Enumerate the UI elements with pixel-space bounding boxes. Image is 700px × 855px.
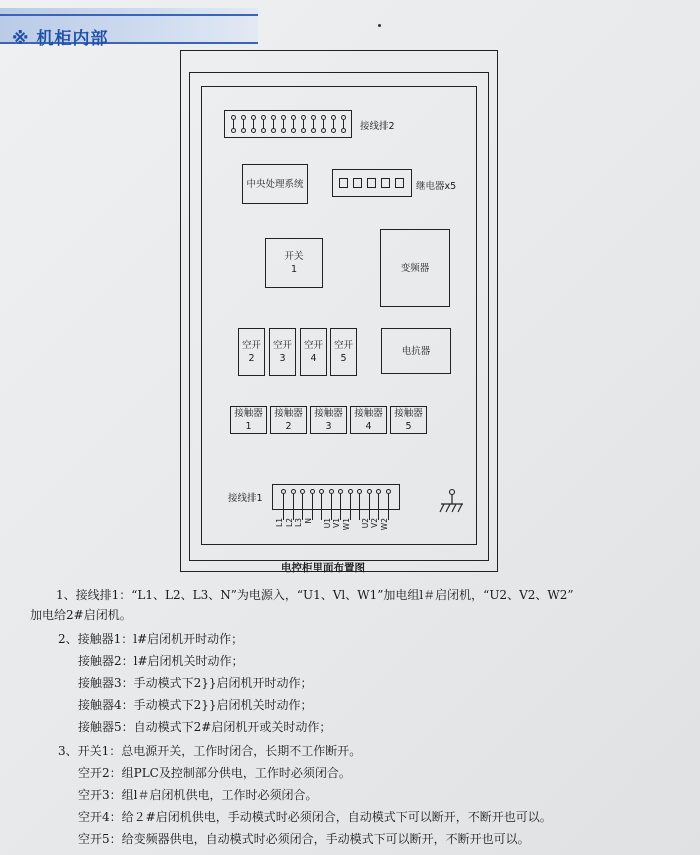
contactor-1 [230,406,267,434]
terminal-label: L3 [294,518,303,527]
contactor-number: 1 [245,421,252,432]
contactor-4 [350,406,387,434]
terminal-label: V1 [332,518,341,528]
note-line: 空开2：组PLC及控制部分供电，工作时必须闭合。 [78,766,351,780]
terminal-screw [341,128,346,133]
terminal-stem [303,120,304,128]
breaker-4 [300,328,327,376]
terminal-label: N [303,518,313,524]
terminal-stem [263,120,264,128]
terminal-stem [340,494,341,520]
terminal-screw [241,128,246,133]
terminal-label: W2 [379,518,389,531]
note-line: 空开5：给变频器供电，自动模式时必须闭合，手动模式下可以断开，不断开也可以。 [78,832,530,846]
terminal-stem [343,120,344,128]
terminal-screw [291,128,296,133]
contactor-number: 4 [365,421,372,432]
breaker-3 [269,328,296,376]
section-title: ※ 机柜内部 [12,29,109,49]
contactor-2 [270,406,307,434]
relay-square [339,178,348,188]
contactor-number: 5 [405,421,412,432]
terminal-stem [369,494,370,520]
terminal-stem [253,120,254,128]
terminal-stem [388,494,389,520]
terminal-block-1 [272,484,400,510]
terminal-stem [293,494,294,520]
contactor-5 [390,406,427,434]
relay-square [353,178,362,188]
contactor-3 [310,406,347,434]
inverter [380,229,450,307]
relay-square [367,178,376,188]
note-line: 加电给2#启闭机。 [30,608,132,622]
terminal-stem [350,494,351,520]
contactor-name: 接触器 [314,408,343,419]
terminal-stem [321,494,322,520]
terminal-stem [312,494,313,520]
terminal-screw [321,128,326,133]
terminal-stem [273,120,274,128]
terminal-screw [271,128,276,133]
main-switch [265,238,323,288]
cpu-label: 中央处理系统 [246,178,304,190]
contactor-number: 2 [285,421,292,432]
terminal-stem [293,120,294,128]
diagram-caption: 电控柜里面布置图 [281,562,365,574]
contactor-name: 接触器 [274,408,303,419]
terminal-stem [323,120,324,128]
reactor [381,328,451,374]
breaker-number: 2 [248,353,255,364]
cpu-unit [242,164,308,204]
terminal-screw [251,128,256,133]
note-line: 1、接线排1：“L1、L2、L3、N”为电源入，“U1、Vl、W1”加电组l＃启闭机，“U2、V2、W2” [56,588,574,602]
inverter-label: 变频器 [400,262,430,274]
breaker-number: 4 [310,353,317,364]
ground-icon [433,488,465,518]
terminal-block-1-label: 接线排1 [228,493,263,504]
terminal-label: U1 [322,518,332,529]
terminal-stem [302,494,303,520]
note-line: 2、接触器1：l#启闭机开时动作； [58,632,244,646]
terminal-screw [301,128,306,133]
contactor-number: 3 [325,421,332,432]
breaker-name: 空开 [241,340,261,351]
breaker-2 [238,328,265,376]
note-line: 3、开关1：总电源开关，工作时闭合，长期不工作断开。 [58,744,362,758]
main-switch-number: 1 [290,264,298,275]
note-line: 接触器5：自动模式下2#启闭机开或关时动作； [78,720,332,734]
relay-square [395,178,404,188]
terminal-stem [283,120,284,128]
terminal-stem [333,120,334,128]
section-header [0,8,258,49]
main-switch-name: 开关 [284,251,304,262]
note-line: 接触器2：l#启闭机关时动作； [78,654,244,668]
terminal-label: V2 [370,518,379,528]
contactor-name: 接触器 [394,408,423,419]
terminal-stem [378,494,379,520]
terminal-stem [233,120,234,128]
terminal-label: W1 [341,518,351,531]
note-line: 接触器3：手动模式下2}}启闭机开时动作； [78,676,313,690]
header-top-rule [0,14,258,16]
note-line: 空开3：组l＃启闭机供电，工作时必须闭合。 [78,788,318,802]
breaker-number: 5 [340,353,347,364]
terminal-label: U2 [360,518,370,529]
relay-square [381,178,390,188]
reactor-label: 电抗器 [401,345,431,357]
terminal-screw [311,128,316,133]
note-line: 空开4：给２#启闭机供电，手动模式时必须闭合，自动模式下可以断开，不断开也可以。 [78,810,552,824]
note-line: 接触器4：手动模式下2}}启闭机关时动作； [78,698,313,712]
terminal-screw [331,128,336,133]
relay-label: 继电器x5 [416,181,457,192]
terminal-block-2-label: 接线排2 [360,121,395,132]
terminal-screw [281,128,286,133]
breaker-5 [330,328,357,376]
terminal-stem [331,494,332,520]
terminal-label: L1 [275,518,284,527]
terminal-stem [283,494,284,520]
terminal-stem [313,120,314,128]
breaker-number: 3 [279,353,286,364]
contactor-name: 接触器 [354,408,383,419]
terminal-block-2 [224,110,352,138]
breaker-name: 空开 [333,340,353,351]
terminal-label: L2 [284,518,294,527]
terminal-stem [359,494,360,520]
terminal-stem [243,120,244,128]
relay-group [332,169,412,197]
terminal-screw [261,128,266,133]
terminal-screw [231,128,236,133]
contactor-name: 接触器 [234,408,263,419]
breaker-name: 空开 [303,340,323,351]
breaker-name: 空开 [272,340,292,351]
speck [378,24,381,27]
cabinet-inner-frame [201,86,477,545]
